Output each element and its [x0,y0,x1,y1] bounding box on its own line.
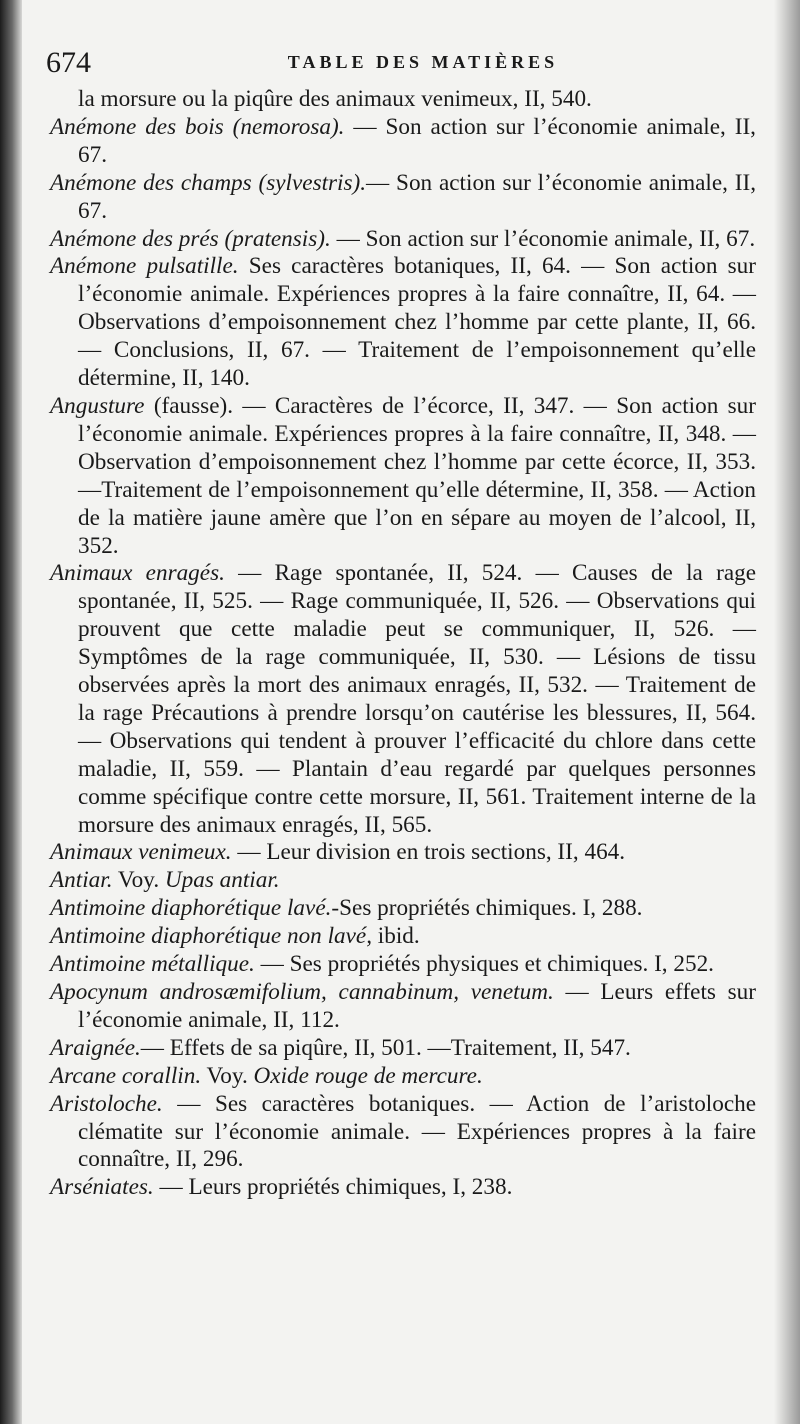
entry-text: — Leur division en trois sections, II, 464. [231,839,626,866]
entry-term: Anémone des prés (pratensis). [50,225,331,252]
index-entry [50,253,756,393]
index-content [50,86,756,1202]
entry-term: Animaux enragés. [50,560,225,587]
index-entry [50,895,756,923]
entry-term: Animaux venimeux. [50,839,232,866]
cross-reference: Upas antiar. [164,867,280,894]
index-entry [50,393,756,560]
entry-text: -Ses propriétés chimiques. I, 288. [331,895,643,922]
entry-text: Voy. [201,1062,254,1089]
cross-reference: Oxide rouge de mercure. [253,1062,483,1089]
index-entry [50,560,756,839]
index-entry [50,170,756,226]
index-entry [50,226,756,254]
entry-term: Arcane corallin. [50,1062,202,1089]
entry-text: — Ses propriétés physiques et chimiques. I, 252. [254,951,714,978]
entry-text: la morsure ou la piqûre des animaux venimeux, II, 540. [78,86,592,112]
page-edge-shadow [774,0,800,1424]
page-header [46,46,760,82]
entry-text: Ses caractères botaniques, II, 64. — Son action sur l’économie animale. Expériences propres à la faire connaître, II, 64. — Observations d’empoisonnement chez l’homme par cette plante, II, 66. — Conclusions, II, 67. — Traitement de l’empoisonnement qu’elle détermine, II, 140. [78,253,756,392]
running-title: TABLE DES MATIÈRES [287,52,559,72]
page-number: 674 [46,46,91,79]
entry-term: Angusture [50,392,145,419]
index-entry [50,839,756,867]
index-entry [50,1035,756,1063]
entry-term: Antimoine diaphorétique non lavé, [50,923,372,950]
entry-text: — Son action sur l’économie animale, II, 67. [330,225,756,252]
index-entry [50,1063,756,1091]
entry-text: — Rage spontanée, II, 524. — Causes de la rage spontanée, II, 525. — Rage communiquée, II, 526. — Observations qui prouvent que cette maladie peut se communiquer, II, 526. — Symptômes de la rage communiquée, II, 530. — Lésions de tissu observées après la mort des animaux enragés, II, 532. — Traitement de la rage Précautions à prendre lorsqu’on cautérise les blessures, II, 564. — Observations qui tendent à prouver l’efficacité du chlore dans cette maladie, II, 559. — Plantain d’eau regardé par quelques personnes comme spécifique contre cette morsure, II, 561. Traitement interne de la morsure des animaux enragés, II, 565. [78,560,756,838]
entry-text: (fausse). — Caractères de l’écorce, II, 347. — Son action sur l’économie animale. Expériences propres à la faire connaître, II, 348. — Observation d’empoisonnement chez l’homme par cette écorce, II, 353. —Traitement de l’empoisonnement qu’elle détermine, II, 358. — Action de la matière jaune amère que l’on en sépare au moyen de l’alcool, II, 352. [78,392,756,559]
page-gutter-shadow [0,0,22,1424]
entry-term: Anémone des champs (sylvestris). [50,169,367,196]
index-entry [50,114,756,170]
entry-text: — Son action sur l’économie animale, II, 67. [78,113,756,168]
entry-term: Aristoloche. [50,1090,163,1117]
entry-term: Antimoine diaphorétique lavé. [50,895,332,922]
entry-term: Antimoine métallique. [50,951,255,978]
entry-text: — Leurs propriétés chimiques, I, 238. [153,1174,513,1201]
entry-term: Anémone pulsatille. [50,253,239,280]
index-entry [50,86,756,114]
index-entry [50,979,756,1035]
entry-text: ibid. [372,923,420,950]
index-entry [50,867,756,895]
entry-term: Apocynum androsæmifolium, cannabinum, venetum. [50,979,554,1005]
entry-text: Voy. [112,867,165,894]
entry-term: Antiar. [50,867,113,894]
index-entry [50,951,756,979]
entry-text: — Effets de sa piqûre, II, 501. —Traitement, II, 547. [140,1034,631,1061]
index-entry [50,1174,756,1202]
entry-term: Anémone des bois (nemorosa). [50,113,345,140]
entry-term: Arséniates. [50,1174,154,1201]
index-entry [50,923,756,951]
index-entry [50,1091,756,1175]
entry-term: Araignée. [50,1034,141,1061]
entry-text: — Ses caractères botaniques. — Action de l’aristoloche clématite sur l’économie animale. — Expériences propres à la faire connaître, II, 296. [78,1090,756,1173]
entry-text: — Son action sur l’économie animale, II, 67. [78,169,756,224]
entry-text: — Leurs effets sur l’économie animale, II, 112. [78,979,756,1033]
